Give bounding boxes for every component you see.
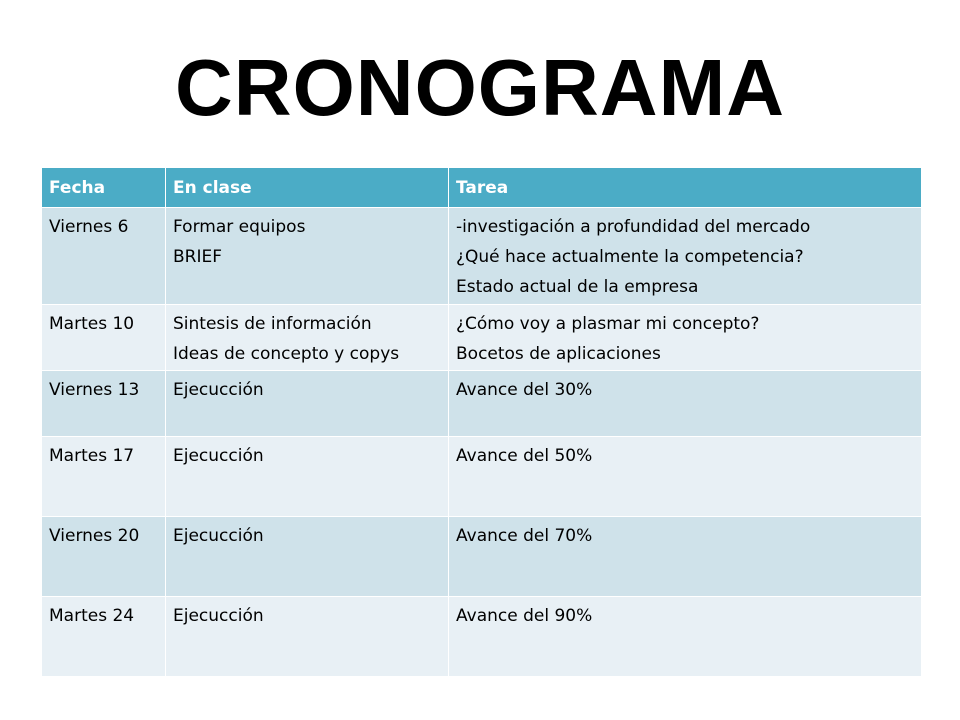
header-en-clase: En clase [166, 168, 449, 208]
tarea-line: Avance del 70% [456, 526, 593, 546]
en-clase-line: Ejecucción [173, 526, 264, 546]
en-clase-line: Formar equipos [173, 217, 306, 237]
en-clase-line: Ejecucción [173, 606, 264, 626]
cell-en-clase [166, 597, 449, 677]
cell-fecha [42, 208, 166, 305]
cell-tarea [449, 437, 922, 517]
cell-en-clase [166, 437, 449, 517]
cell-tarea [449, 597, 922, 677]
cell-fecha [42, 305, 166, 371]
cell-en-clase [166, 517, 449, 597]
tarea-line: Avance del 90% [456, 606, 593, 626]
table-row [42, 517, 922, 597]
tarea-line: Avance del 50% [456, 446, 593, 466]
tarea-line: Bocetos de aplicaciones [456, 344, 661, 364]
en-clase-line: Ejecucción [173, 380, 264, 400]
table-header-row [42, 168, 922, 208]
cell-fecha [42, 371, 166, 437]
fecha-text: Viernes 13 [49, 380, 140, 400]
table-row [42, 208, 922, 305]
tarea-line: Avance del 30% [456, 380, 593, 400]
tarea-line: ¿Cómo voy a plasmar mi concepto? [456, 314, 760, 334]
en-clase-line: Ideas de concepto y copys [173, 344, 400, 364]
cell-tarea [449, 305, 922, 371]
fecha-text: Viernes 6 [49, 217, 129, 237]
en-clase-line: Ejecucción [173, 446, 264, 466]
cell-tarea [449, 208, 922, 305]
table-row [42, 437, 922, 517]
table-row [42, 305, 922, 371]
en-clase-line: Sintesis de información [173, 314, 372, 334]
tarea-line: ¿Qué hace actualmente la competencia? [456, 247, 804, 267]
fecha-text: Martes 10 [49, 314, 135, 334]
cell-tarea [449, 517, 922, 597]
page-title: CRONOGRAMA [175, 43, 785, 132]
table-row [42, 371, 922, 437]
fecha-text: Martes 24 [49, 606, 135, 626]
cell-tarea [449, 371, 922, 437]
en-clase-line: BRIEF [173, 247, 223, 267]
tarea-line: Estado actual de la empresa [456, 277, 699, 297]
header-tarea: Tarea [449, 168, 922, 208]
header-fecha: Fecha [42, 168, 166, 208]
cell-fecha [42, 517, 166, 597]
schedule-table [41, 167, 922, 677]
cell-en-clase [166, 208, 449, 305]
table-row [42, 597, 922, 677]
cell-en-clase [166, 305, 449, 371]
cell-fecha [42, 597, 166, 677]
fecha-text: Martes 17 [49, 446, 135, 466]
cell-fecha [42, 437, 166, 517]
cell-en-clase [166, 371, 449, 437]
fecha-text: Viernes 20 [49, 526, 140, 546]
tarea-line: -investigación a profundidad del mercado [456, 217, 811, 237]
